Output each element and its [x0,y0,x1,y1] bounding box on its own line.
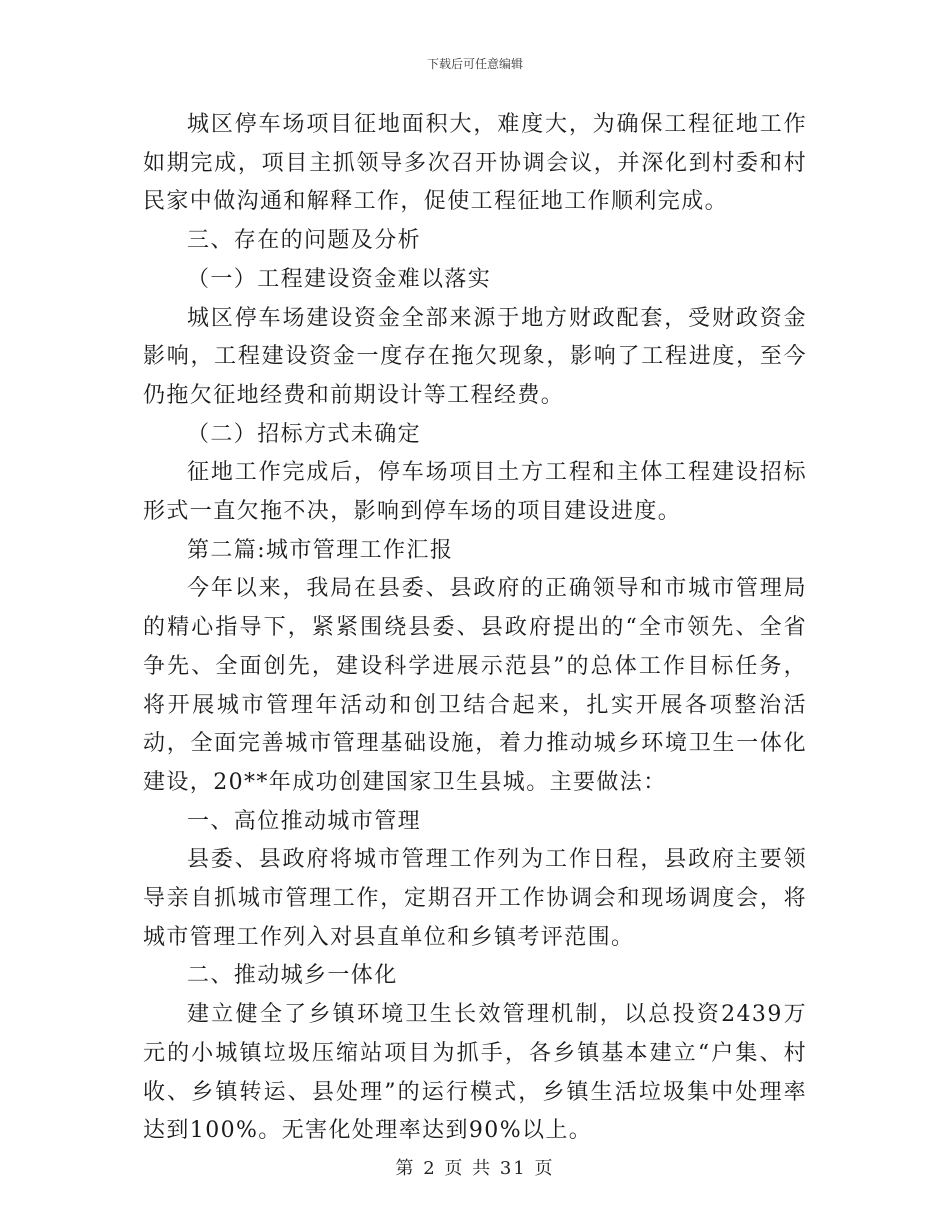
chapter-title-city-management: 第二篇:城市管理工作汇报 [187,537,454,563]
subheading-funding: （一）工程建设资金难以落实 [187,266,492,292]
document-body [143,106,807,1151]
page-number-footer: 第 2 页 共 31 页 [395,1158,555,1179]
paragraph-land-acquisition: 城区停车场项目征地面积大，难度大，为确保工程征地工作如期完成，项目主抓领导多次召开协调会议，并深化到村委和村民家中做沟通和解释工作，促使工程征地工作顺利完成。 [143,112,807,215]
paragraph-high-level: 县委、县政府将城市管理工作列为工作日程，县政府主要领导亲自抓城市管理工作，定期召开工作协调会和现场调度会，将城市管理工作列入对县直单位和乡镇考评范围。 [143,847,807,950]
subheading-bidding: （二）招标方式未确定 [187,421,422,447]
page-header: 下载后可任意编辑 [426,57,523,71]
paragraph-bidding: 征地工作完成后，停车场项目土方工程和主体工程建设招标形式一直欠拖不决，影响到停车场的项目建设进度。 [143,460,807,525]
paragraph-funding: 城区停车场建设资金全部来源于地方财政配套，受财政资金影响，工程建设资金一度存在拖欠现象，影响了工程进度，至今仍拖欠征地经费和前期设计等工程经费。 [143,305,807,408]
paragraph-integration: 建立健全了乡镇环境卫生长效管理机制，以总投资2439万元的小城镇垃圾压缩站项目为抓手，各乡镇基本建立“户集、村收、乡镇转运、县处理”的运行模式，乡镇生活垃圾集中处理率达到100%。无害化处理率达到90%以上。 [143,1002,807,1144]
section-heading-problems: 三、存在的问题及分析 [187,228,422,254]
section-heading-high-level: 一、高位推动城市管理 [187,808,422,834]
section-heading-integration: 二、推动城乡一体化 [187,963,398,989]
paragraph-intro: 今年以来，我局在县委、县政府的正确领导和市城市管理局的精心指导下，紧紧围绕县委、县政府提出的“全市领先、全省争先、全面创先，建设科学进展示范县”的总体工作目标任务，将开展城市管理年活动和创卫结合起来，扎实开展各项整治活动，全面完善城市管理基础设施，着力推动城乡环境卫生一体化建设，20**年成功创建国家卫生县城。主要做法： [143,576,807,795]
